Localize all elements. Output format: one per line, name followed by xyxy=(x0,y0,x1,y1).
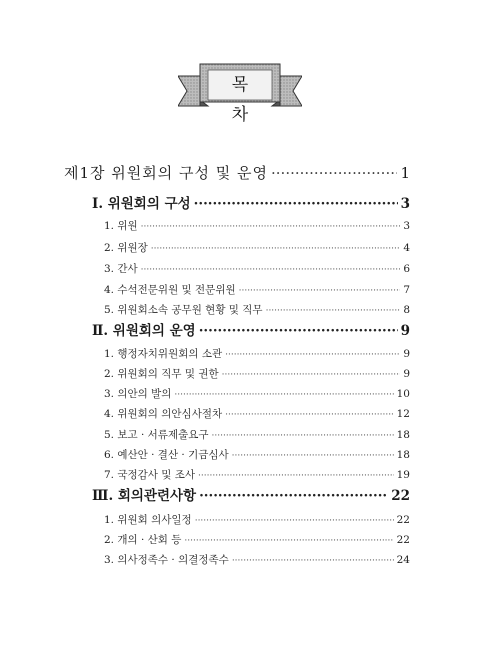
toc-section-label: Ⅰ. 위원회의 구성 xyxy=(92,196,191,212)
toc-item-label: 3. 의안의 발의 xyxy=(104,388,172,400)
toc-item[interactable] xyxy=(104,261,410,276)
dot-leader xyxy=(199,323,398,339)
toc-item[interactable] xyxy=(104,427,410,442)
toc-chapter-1[interactable] xyxy=(64,162,410,183)
toc-section-label: Ⅲ. 회의관련사항 xyxy=(92,488,197,504)
toc-page-number: 24 xyxy=(396,554,410,566)
dot-leader xyxy=(184,536,393,546)
dot-leader xyxy=(199,488,388,504)
toc-section-3[interactable] xyxy=(92,484,410,504)
toc-page-number: 9 xyxy=(403,348,410,360)
toc-page-number: 18 xyxy=(396,449,410,461)
toc-page-number: 3 xyxy=(403,220,410,232)
toc-item[interactable] xyxy=(104,447,410,462)
toc-item-label: 2. 위원장 xyxy=(104,242,148,254)
dot-leader xyxy=(195,516,394,526)
dot-leader xyxy=(141,222,401,232)
dot-leader xyxy=(212,431,394,441)
dot-leader xyxy=(151,244,401,254)
toc-item-label: 1. 행정자치위원회의 소관 xyxy=(104,348,223,360)
toc-page-number: 3 xyxy=(400,196,410,212)
dot-leader xyxy=(141,265,401,275)
toc-item-label: 3. 간사 xyxy=(104,263,138,275)
toc-section-1[interactable] xyxy=(92,192,410,212)
toc-chapter-label: 제1장 위원회의 구성 및 운영 xyxy=(64,164,269,182)
toc-page-number: 7 xyxy=(403,284,410,296)
toc-item-label: 7. 국정감사 및 조사 xyxy=(104,469,196,481)
toc-section-label: Ⅱ. 위원회의 운영 xyxy=(92,323,196,339)
toc-item[interactable] xyxy=(104,346,410,361)
toc-item-label: 4. 위원회의 의안심사절차 xyxy=(104,408,223,420)
toc-item[interactable] xyxy=(104,240,410,255)
dot-leader xyxy=(225,410,394,420)
toc-item[interactable] xyxy=(104,386,410,401)
toc-page-number: 22 xyxy=(396,514,410,526)
toc-item[interactable] xyxy=(104,467,410,482)
toc-page-number: 9 xyxy=(403,368,410,380)
dot-leader xyxy=(174,390,393,400)
toc-item-label: 2. 위원회의 직무 및 권한 xyxy=(104,368,219,380)
toc-page-number: 1 xyxy=(400,164,410,182)
dot-leader xyxy=(194,196,398,212)
toc-item[interactable] xyxy=(104,218,410,233)
toc-item[interactable] xyxy=(104,366,410,381)
toc-item-label: 6. 예산안 · 결산 · 기금심사 xyxy=(104,449,229,461)
toc-item[interactable] xyxy=(104,302,410,317)
toc-page-number: 18 xyxy=(396,429,410,441)
toc-page-number: 4 xyxy=(403,242,410,254)
toc-banner xyxy=(178,58,302,125)
toc-page-number: 10 xyxy=(396,388,410,400)
toc-title: 목 차 xyxy=(231,75,261,125)
toc-page-number: 22 xyxy=(391,488,410,504)
toc-item[interactable] xyxy=(104,532,410,547)
toc-page-number: 8 xyxy=(403,304,410,316)
toc-item[interactable] xyxy=(104,512,410,527)
toc-item[interactable] xyxy=(104,552,410,567)
dot-leader xyxy=(232,451,394,461)
dot-leader xyxy=(225,350,400,360)
toc-page-number: 12 xyxy=(396,408,410,420)
dot-leader xyxy=(198,471,394,481)
toc-page-number: 22 xyxy=(396,534,410,546)
dot-leader xyxy=(222,370,401,380)
toc-item-label: 3. 의사정족수 · 의결정족수 xyxy=(104,554,229,566)
toc-section-2[interactable] xyxy=(92,319,410,339)
toc-item-label: 4. 수석전문위원 및 전문위원 xyxy=(104,284,236,296)
dot-leader xyxy=(239,286,401,296)
toc-item-label: 5. 위원회소속 공무원 현황 및 직무 xyxy=(104,304,263,316)
toc-item-label: 1. 위원 xyxy=(104,220,138,232)
toc-item-label: 5. 보고 · 서류제출요구 xyxy=(104,429,209,441)
toc-item[interactable] xyxy=(104,282,410,297)
dot-leader xyxy=(271,164,397,182)
dot-leader xyxy=(266,306,401,316)
toc-item-label: 2. 개의 · 산회 등 xyxy=(104,534,182,546)
toc-item[interactable] xyxy=(104,406,410,421)
toc-item-label: 1. 위원회 의사일정 xyxy=(104,514,192,526)
dot-leader xyxy=(232,556,394,566)
toc-page-number: 6 xyxy=(403,263,410,275)
toc-page-number: 19 xyxy=(396,469,410,481)
toc-page-number: 9 xyxy=(400,323,410,339)
